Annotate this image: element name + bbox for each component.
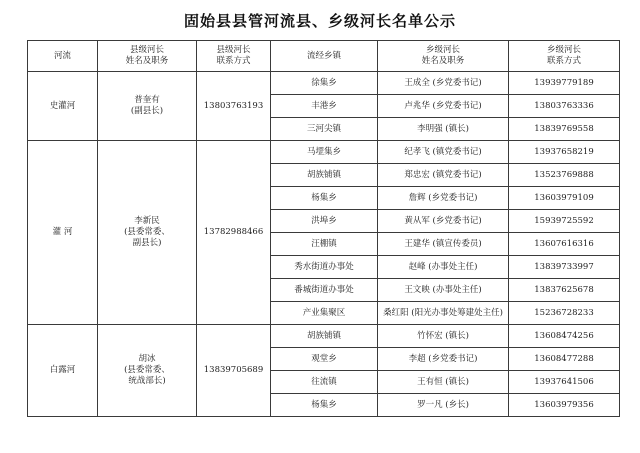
town-chief: 卢兆华 (乡党委书记) [378,95,509,118]
town-chief: 王成全 (乡党委书记) [378,72,509,95]
town-chief: 郑忠宏 (镇党委书记) [378,164,509,187]
town-name: 杨集乡 [271,187,378,210]
town-phone: 13839733997 [509,256,620,279]
town-chief: 詹辉 (乡党委书记) [378,187,509,210]
county-chief: 胡冰 (县委常委、 统战部长) [98,325,197,417]
town-chief: 纪孝飞 (镇党委书记) [378,141,509,164]
town-chief: 王建华 (镇宣传委员) [378,233,509,256]
header-river: 河流 [28,41,98,72]
town-chief: 王文映 (办事处主任) [378,279,509,302]
town-phone: 13523769888 [509,164,620,187]
river-name: 白露河 [28,325,98,417]
county-chief: 普奎有 (副县长) [98,72,197,141]
town-phone: 13837625678 [509,279,620,302]
town-chief: 李超 (乡党委书记) [378,348,509,371]
county-phone: 13839705689 [197,325,271,417]
town-name: 秀水街道办事处 [271,256,378,279]
county-phone: 13803763193 [197,72,271,141]
town-phone: 13839769558 [509,118,620,141]
county-chief: 李新民 (县委常委、 副县长) [98,141,197,325]
town-name: 汪棚镇 [271,233,378,256]
town-name: 观堂乡 [271,348,378,371]
river-name: 灌 河 [28,141,98,325]
town-phone: 15236728233 [509,302,620,325]
table-row [28,72,620,95]
town-chief: 罗一凡 (乡长) [378,394,509,417]
town-phone: 13603979356 [509,394,620,417]
town-phone: 13608477288 [509,348,620,371]
header-county-chief: 县级河长 姓名及职务 [98,41,197,72]
town-name: 胡族铺镇 [271,164,378,187]
table-row [28,141,620,164]
table-row [28,325,620,348]
town-name: 三河尖镇 [271,118,378,141]
river-chief-table [27,40,620,417]
town-phone: 13607616316 [509,233,620,256]
page-title: 固始县县管河流县、乡级河长名单公示 [183,12,456,30]
town-phone: 15939725592 [509,210,620,233]
river-name: 史灌河 [28,72,98,141]
town-phone: 13608474256 [509,325,620,348]
town-chief: 李明强 (镇长) [378,118,509,141]
town-name: 番城街道办事处 [271,279,378,302]
town-chief: 赵峰 (办事处主任) [378,256,509,279]
town-chief: 黄从军 (乡党委书记) [378,210,509,233]
town-phone: 13937641506 [509,371,620,394]
town-name: 往流镇 [271,371,378,394]
town-chief: 王有恒 (镇长) [378,371,509,394]
town-name: 丰港乡 [271,95,378,118]
town-name: 马堽集乡 [271,141,378,164]
header-town-contact: 乡级河长 联系方式 [509,41,620,72]
header-towns: 流经乡镇 [271,41,378,72]
town-name: 产业集聚区 [271,302,378,325]
table-header-row [28,41,620,72]
town-chief: 桑红阳 (阳光办事处筹建处主任) [378,302,509,325]
town-phone: 13803763336 [509,95,620,118]
town-phone: 13939779189 [509,72,620,95]
town-phone: 13937658219 [509,141,620,164]
town-name: 洪埠乡 [271,210,378,233]
town-phone: 13603979109 [509,187,620,210]
town-name: 杨集乡 [271,394,378,417]
county-phone: 13782988466 [197,141,271,325]
town-name: 徐集乡 [271,72,378,95]
header-county-contact: 县级河长 联系方式 [197,41,271,72]
header-town-chief: 乡级河长 姓名及职务 [378,41,509,72]
town-chief: 竹怀宏 (镇长) [378,325,509,348]
town-name: 胡族铺镇 [271,325,378,348]
